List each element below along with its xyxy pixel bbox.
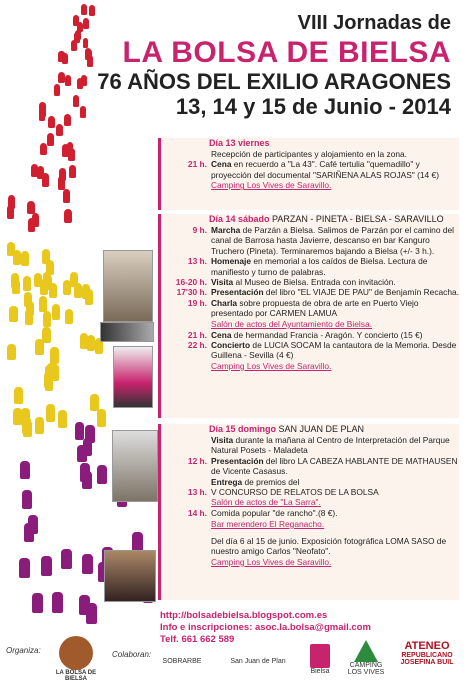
event-title: LA BOLSA DE BIELSA [122, 36, 451, 69]
walking-figure [27, 201, 34, 215]
walking-figure [50, 347, 59, 363]
walking-figure [52, 592, 63, 613]
camping-logo: CAMPING LOS VIVES [346, 640, 386, 676]
schedule-row: 16-20 h. Visita al Museo de Bielsa. Entrada con invitación. [175, 277, 396, 288]
walking-figure [62, 144, 69, 157]
author-photo [112, 430, 158, 502]
day14-section [158, 214, 459, 418]
sponsors-bar [0, 636, 467, 687]
walking-figure [21, 251, 29, 266]
walking-figure [47, 133, 54, 146]
bolsa-logo: LA BOLSA DE BIELSA [48, 636, 104, 682]
book-cover-image [100, 322, 154, 342]
walking-figure [42, 249, 50, 264]
schedule-row: 13 h. V CONCURSO DE RELATOS DE LA BOLSA [187, 487, 379, 498]
colaboran-label: Colaboran: [112, 650, 152, 659]
schedule-row: 13 h. Homenaje en memorial a los caídos de Bielsa. Lectura de manifiesto y turno de palabras. [187, 256, 428, 277]
walking-figure [44, 372, 53, 389]
walking-figure [82, 554, 92, 574]
header [0, 12, 467, 119]
walking-figure [19, 558, 29, 578]
walking-figure [23, 420, 32, 438]
schedule-row: Recepción de participantes y alojamiento en la zona. [211, 149, 408, 159]
walking-figure [97, 409, 106, 426]
walking-figure [56, 124, 63, 136]
schedule-row: Visita durante la mañana al Centro de Interpretación del Parque Natural Posets - Maladeta [211, 435, 450, 456]
schedule-row: 17'30 h. Presentación del libro "EL VIAJE DE PAU" de Benjamín Recacha. [176, 287, 460, 298]
day15-venue3: Camping Los Vives de Saravillo. [211, 556, 332, 567]
walking-figure [26, 301, 34, 316]
walking-figure [7, 242, 15, 256]
day13-section [158, 138, 459, 210]
concert-poster-image [113, 346, 153, 408]
schedule-row: Entrega de premios del [211, 476, 300, 487]
walking-figure [64, 209, 71, 223]
exhibition-photo [104, 550, 156, 602]
event-subtitle: 76 AÑOS DEL EXILIO ARAGONES [97, 69, 451, 94]
schedule-row: 9 h. Marcha de Parzán a Bielsa. Salimos de Parzán por el camino del canal de Barrosa hasta Javierre, descanso en bar Kanguro Truchero (Pineta). Terminaremos bajando a Bielsa (+/- 3 h.). [192, 225, 455, 256]
walking-figure [34, 273, 42, 288]
ateneo-logo: ATENEO REPUBLICANO JOSEFINA BUIL [400, 640, 454, 666]
walking-figure [59, 168, 66, 181]
walking-figure [85, 289, 93, 304]
walking-figure [32, 593, 43, 614]
schedule-row: 14 h. Comida popular "de rancho".(8 €). [187, 508, 338, 519]
schedule-row: 21 h. Cena de hermandad Francia - Aragón. Y concierto (15 €) [187, 329, 423, 340]
walking-figure [20, 461, 30, 479]
day15-title: Día 15 domingo SAN JUAN DE PLAN [209, 424, 365, 434]
walking-figure [11, 273, 19, 288]
walking-figure [35, 417, 44, 434]
walking-figure [61, 549, 71, 569]
walking-figure [23, 276, 31, 291]
day13-title: Día 13 viernes [209, 138, 270, 148]
day15-venue1: Salón de actos de "La Sarra". [211, 497, 321, 508]
day14-venue2: Camping Los Vives de Saravillo. [211, 360, 332, 371]
walking-figure [58, 410, 67, 427]
day14-venue1: Salón de actos del Ayuntamiento de Bielsa. [211, 318, 372, 329]
walking-figure [79, 595, 90, 616]
schedule-row: 19 h. Charla sobre propuesta de obra de arte en Puerto Viejo presentado por CARMEN LAMUA [187, 297, 419, 319]
organiza-label: Organiza: [6, 646, 41, 655]
schedule-row: 22 h. Concierto de LUCIA SOCAM la cantautora de la Memoria. Desde Guillena - Sevilla (4 €) [187, 340, 457, 361]
walking-figure [77, 445, 86, 463]
walking-figure [22, 490, 32, 509]
schedule-row: 12 h. Presentación del libro LA CABEZA HABLANTE DE MATHAUSEN de Vicente Casasus. [187, 455, 458, 477]
blog-link[interactable]: http://bolsadebielsa.blogspot.com.es [160, 610, 328, 621]
sobrarbe-logo: SOBRARBE [162, 658, 202, 665]
day15-section [158, 424, 459, 600]
walking-figure [80, 463, 90, 481]
day14-title: Día 14 sábado PARZAN - PINETA - BIELSA - SARAVILLO [209, 214, 444, 224]
walking-figure [46, 404, 55, 421]
walking-figure [90, 394, 99, 411]
walking-figure [87, 335, 96, 351]
walking-figure [7, 205, 14, 219]
schedule-row: 21 h. Cena en recuerdo a "La 43". Café tertulia "quemadillo" y proyección del documental "SARIÑENA ALAS ROJAS" (14 €) [187, 159, 439, 180]
day15-venue2: Bar merendero El Reganacho. [211, 518, 325, 529]
walking-figure [40, 143, 47, 156]
walking-figure [32, 213, 39, 227]
event-dates: 13, 14 y 15 de Junio - 2014 [175, 94, 451, 119]
day13-venue: Camping Los Vives de Saravillo. [211, 180, 332, 191]
sanjuan-logo: San Juan de Plan [230, 658, 286, 665]
walking-figure [41, 556, 51, 576]
walking-figure [14, 387, 23, 404]
walking-figure [75, 422, 84, 440]
walking-figure [63, 280, 71, 295]
walking-figure [132, 532, 142, 551]
walking-figure [49, 283, 57, 298]
walking-figure [69, 165, 76, 178]
walking-figure [52, 304, 60, 319]
walking-figure [7, 344, 16, 360]
walking-figure [63, 189, 70, 202]
schedule-row: Del día 6 al 15 de junio. Exposición fotográfica LOMA SASO de nuestro amigo Carlos "Neofato". [211, 535, 447, 557]
walking-figure [9, 306, 17, 322]
walking-figure [97, 465, 107, 483]
walking-figure [37, 166, 44, 179]
speaker-photo [103, 250, 153, 322]
info-email[interactable]: Info e inscripciones: asoc.la.bolsa@gmail.com [160, 622, 371, 633]
walking-figure [28, 515, 38, 534]
walking-figure [43, 311, 51, 327]
walking-figure [65, 309, 73, 325]
bielsa-logo: Bielsa [300, 644, 340, 675]
header-line1: VIII Jornadas de [297, 12, 451, 34]
walking-figure [39, 296, 47, 311]
walking-figure [42, 327, 50, 343]
phone: Telf. 661 662 589 [160, 634, 235, 645]
